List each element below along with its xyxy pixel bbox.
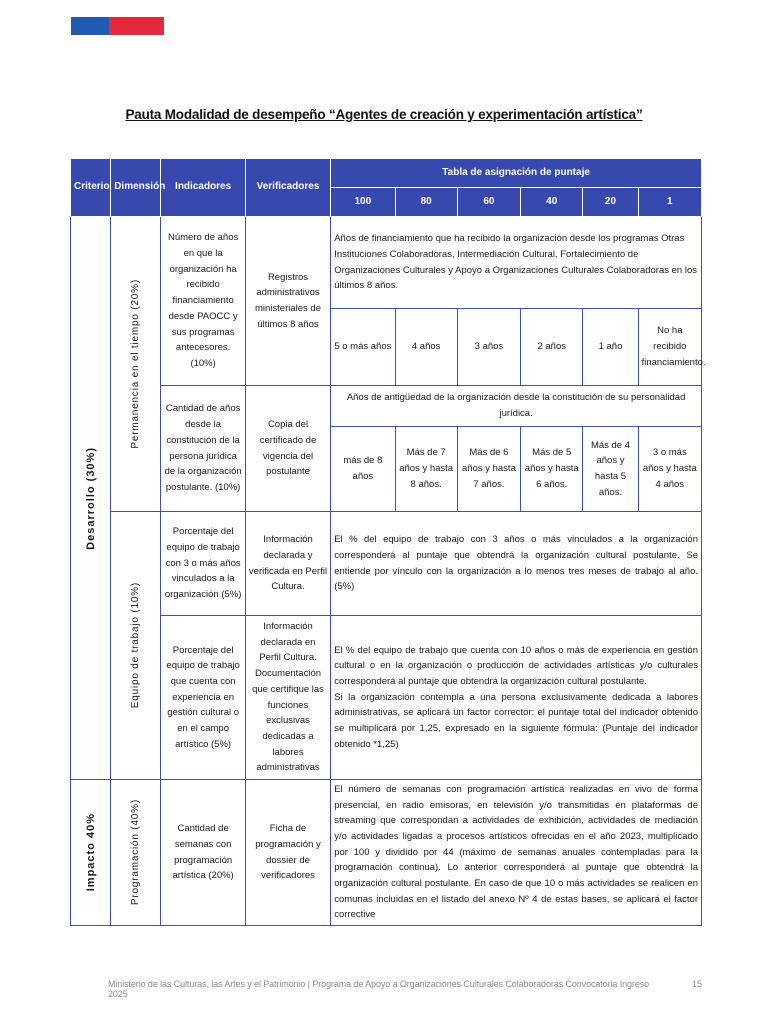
descripcion-parrafo-1: El % del equipo de trabajo que cuenta con 10 años o más de experiencia en gestión cultural o en la organización o producción de actividades artísticas y/o culturales corresponderá al puntaje que obtendrá la organización cultural postulante. — [334, 644, 698, 687]
score-cell: más de 8 años — [331, 427, 395, 512]
criterio-impacto-cell — [71, 780, 111, 926]
verificador-cell: Información declarada en Perfil Cultura. Documentación que certifique las funciones exclusivas dedicadas a labores administrativas — [245, 616, 330, 780]
score-cell: 3 años — [457, 309, 520, 386]
scoring-table — [70, 158, 706, 926]
indicador-cell: Número de años en que la organización ha recibido financiamiento desde PAOCC y sus programas antecesores. (10%) — [161, 217, 245, 386]
descripcion-cell: El número de semanas con programación artística realizadas en vivo de forma presencial, en radio emisoras, en televisión y/o transmitidas en plataformas de streaming que correspondan a actividades de exhibición, actividades de mediación y/o actividades ligadas a procesos artísticos ofrecidas en el año 2023, multiplicado por 100 y dividido por 44 (máximo de semanas anuales contempladas para la programación continua). Lo anterior corresponderá al puntaje que obtendrá la organización cultural postulante. En caso de que 10 o más actividades se realicen en comunas incluidas en el listado del anexo Nº 4 de estas bases, se aplicará el factor corrective — [331, 780, 702, 926]
flag-blue-stripe — [71, 17, 109, 35]
score-cell: 5 o más años — [331, 309, 395, 386]
descripcion-parrafo-2: Si la organización contempla a una persona exclusivamente dedicada a labores administrativas, se aplicará un factor corrector: el puntaje total del indicador obtenido se multiplicará por 1,25, expresado en la siguiente fórmula: (Puntaje del indicador obtenido *1,25) — [334, 691, 698, 750]
indicador-cell: Porcentaje del equipo de trabajo con 3 o más años vinculados a la organización (5%) — [161, 512, 245, 616]
header-score-40: 40 — [521, 188, 583, 217]
header-score-1: 1 — [638, 188, 701, 217]
verificador-cell: Información declarada y verificada en Perfil Cultura. — [245, 512, 330, 616]
dimension-equipo: Equipo de trabajo (10%) — [129, 582, 141, 709]
dimension-programacion: Programación (40%) — [129, 799, 141, 906]
indicador-cell: Cantidad de semanas con programación artística (20%) — [161, 780, 245, 926]
header-dimension: Dimensión — [111, 159, 161, 217]
descripcion-cell: El % del equipo de trabajo con 3 años o más vinculados a la organización corresponderá al puntaje que obtendrá la organización cultural postulante. Se entiende por vínculo con la organización a lo menos tres meses de trabajo al año. (5%) — [331, 512, 702, 616]
dimension-permanencia: Permanencia en el tiempo (20%) — [129, 279, 141, 449]
footer-text: Ministerio de las Culturas, las Artes y el Patrimonio | Programa de Apoyo a Organizaciones Culturales Colaboradoras Convocatoria Ingreso 2025 — [108, 979, 650, 999]
indicador-cell: Cantidad de años desde la constitución de la persona jurídica de la organización postulante. (10%) — [161, 386, 245, 512]
score-cell: 2 años — [521, 309, 583, 386]
header-criterio: Criterio — [71, 159, 111, 217]
score-cell: 4 años — [395, 309, 457, 386]
verificador-cell: Copia del certificado de vigencia del postulante — [245, 386, 330, 512]
header-verificadores: Verificadores — [245, 159, 330, 217]
header-indicadores: Indicadores — [161, 159, 245, 217]
dimension-permanencia-cell — [111, 217, 161, 512]
table-row — [71, 780, 702, 926]
score-cell: Más de 7 años y hasta 8 años. — [395, 427, 457, 512]
descripcion-cell — [331, 616, 702, 780]
header-score-80: 80 — [395, 188, 457, 217]
table-row — [71, 386, 702, 427]
verificador-cell: Ficha de programación y dossier de verificadores — [245, 780, 330, 926]
header-score-100: 100 — [331, 188, 395, 217]
score-cell: 3 o más años y hasta 4 años — [638, 427, 701, 512]
descripcion-cell: Años de financiamiento que ha recibido la organización desde los programas Otras Instituciones Colaboradoras, Intermediación Cultural, Fortalecimiento de Organizaciones Culturales y Apoyo a Organizaciones Culturales Colaboradoras en los últimos 8 años. — [331, 217, 702, 309]
dimension-programacion-cell — [111, 780, 161, 926]
verificador-cell: Registros administrativos ministeriales de últimos 8 años — [245, 217, 330, 386]
header-score-60: 60 — [457, 188, 520, 217]
flag-red-stripe — [109, 17, 164, 35]
indicador-cell: Porcentaje del equipo de trabajo que cuenta con experiencia en gestión cultural o en el campo artístico (5%) — [161, 616, 245, 780]
table-header — [71, 159, 702, 217]
criterio-desarrollo-cell — [71, 217, 111, 780]
score-cell: Más de 6 años y hasta 7 años. — [457, 427, 520, 512]
criterio-impacto: Impacto 40% — [84, 813, 97, 892]
descripcion-cell: Años de antigüedad de la organización desde la constitución de su personalidad jurídica. — [331, 386, 702, 427]
table-row — [71, 616, 702, 780]
dimension-equipo-cell — [111, 512, 161, 780]
document-title: Pauta Modalidad de desempeño “Agentes de creación y experimentación artística” — [125, 107, 643, 122]
score-cell: 1 año — [583, 309, 638, 386]
score-cell: Más de 5 años y hasta 6 años. — [521, 427, 583, 512]
page-number: 15 — [692, 979, 703, 989]
header-score-20: 20 — [583, 188, 638, 217]
government-flag-logo — [71, 17, 164, 35]
header-tabla-puntaje: Tabla de asignación de puntaje — [331, 159, 702, 188]
table-row — [71, 512, 702, 616]
score-cell: Más de 4 años y hasta 5 años. — [583, 427, 638, 512]
table-row — [71, 217, 702, 309]
criterio-desarrollo: Desarrollo (30%) — [84, 446, 97, 550]
score-cell: No ha recibido financiamiento. — [638, 309, 701, 386]
